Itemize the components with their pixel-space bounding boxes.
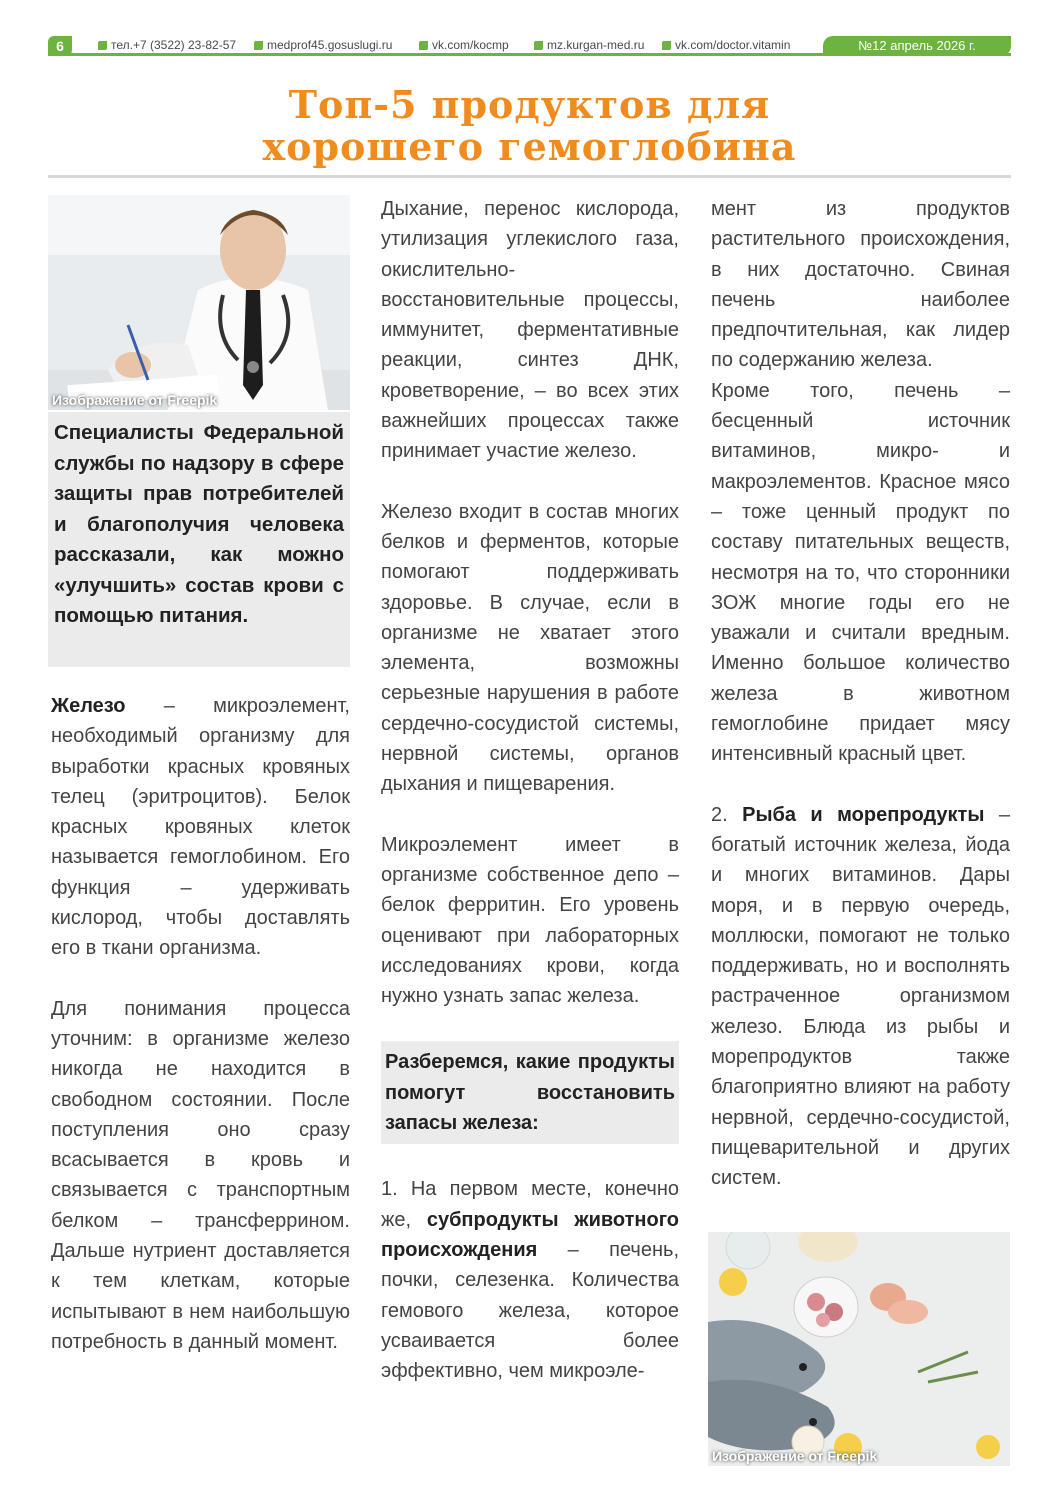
bullet-icon xyxy=(534,41,543,50)
photo-credit: Изображение от Freepik xyxy=(712,1448,878,1464)
bullet-icon xyxy=(662,41,671,50)
col3-paragraph-3: 2. Рыба и морепродукты – богатый источник железа, йода и многих витаминов. Дары моря, и в первую очередь, моллюски, помогают не только поддерживать, но и восполнять растраченное организмом железо. Блюда из рыбы и морепродуктов также благоприятно влияют на работу нервной, сердечно-сосудистой, пищеварительной и других систем. xyxy=(711,803,1010,1190)
bullet-icon xyxy=(254,41,263,50)
highlight-box: Разберемся, какие продукты помогут восстановить запасы железа: xyxy=(381,1041,679,1144)
bullet-icon xyxy=(419,41,428,50)
title-line-1: Топ-5 продуктов для xyxy=(288,82,771,127)
contact-vk-doctor[interactable]: vk.com/doctor.vitamin xyxy=(662,38,790,52)
lead-paragraph: Специалисты Федеральной службы по надзору в сфере защиты прав потребителей и благополучия человека рассказали, как можно «улучшить» состав крови с помощью питания. xyxy=(48,412,350,667)
doctor-photo xyxy=(48,195,350,410)
col2-paragraph-3: Микроэлемент имеет в организме собственное депо – белок ферритин. Его уровень оценивают при лабораторных исследованиях крови, когда нужно узнать запас железа. xyxy=(381,833,679,1008)
contact-site[interactable]: medprof45.gosuslugi.ru xyxy=(254,38,392,52)
page-number: 6 xyxy=(48,36,72,56)
col2-paragraph-4: 1. На первом месте, конечно же, субпродукты животного происхождения – печень, почки, селезенка. Количества гемового железа, которое усваивается более эффективно, чем микроэле- xyxy=(381,1178,679,1383)
column-3 xyxy=(711,194,1010,1224)
contact-phone: тел.+7 (3522) 23-82-57 xyxy=(98,38,236,52)
doctor-illustration xyxy=(48,195,350,410)
col1-paragraph-1: Железо – микроэлемент, необходимый организму для выработки красных кровяных телец (эритроцитов). Белок красных кровяных клеток называется гемоглобином. Его функция – удерживать кислород, чтобы доставлять его в ткани организма. xyxy=(51,695,350,960)
seafood-illustration xyxy=(708,1232,1010,1466)
page-header xyxy=(48,36,1011,56)
title-line-2: хорошего гемоглобина xyxy=(262,124,797,169)
column-1 xyxy=(51,691,350,1387)
col3-paragraph-1: мент из продуктов растительного происхождения, в них достаточно. Свиная печень наиболее предпочтительная, как лидер по содержанию железа. xyxy=(711,198,1010,372)
issue-badge: №12 апрель 2026 г. xyxy=(823,36,1011,56)
column-2 xyxy=(381,194,679,1416)
contact-vk-kocmp[interactable]: vk.com/kocmp xyxy=(419,38,509,52)
title-rule xyxy=(48,175,1011,178)
col1-paragraph-2: Для понимания процесса уточним: в организме железо никогда не находится в свободном состоянии. После поступления оно сразу всасывается в кровь и связывается с транспортным белком – трансферрином. Дальше нутриент доставляется к тем клеткам, которые испытывают в нем наибольшую потребность в данный момент. xyxy=(51,997,350,1353)
contact-kurgan-med[interactable]: mz.kurgan-med.ru xyxy=(534,38,644,52)
col2-paragraph-2: Железо входит в состав многих белков и ферментов, которые помогают поддерживать здоровье. В случае, если в организме не хватает этого элемента, возможны серьезные нарушения в работе сердечно-сосудистой системы, нервной системы, органов дыхания и пищеварения. xyxy=(381,500,679,796)
seafood-photo xyxy=(708,1232,1010,1466)
bullet-icon xyxy=(98,41,107,50)
iron-term: Железо xyxy=(51,695,126,717)
col2-paragraph-1: Дыхание, перенос кислорода, утилизация углекислого газа, окислительно-восстановительные процессы, иммунитет, ферментативные реакции, синтез ДНК, кроветворение, – во всех этих важнейших процессах также принимает участие железо. xyxy=(381,198,679,463)
photo-credit: Изображение от Freepik xyxy=(52,392,218,408)
article-title xyxy=(48,84,1011,168)
col3-paragraph-2: Кроме того, печень – бесценный источник витаминов, микро- и макроэлементов. Красное мясо – тоже ценный продукт по составу питательных веществ, несмотря на то, что сторонники ЗОЖ многие годы его не уважали и считали вредным. Именно большое количество железа в животном гемоглобине придает мясу интенсивный красный цвет. xyxy=(711,379,1010,766)
